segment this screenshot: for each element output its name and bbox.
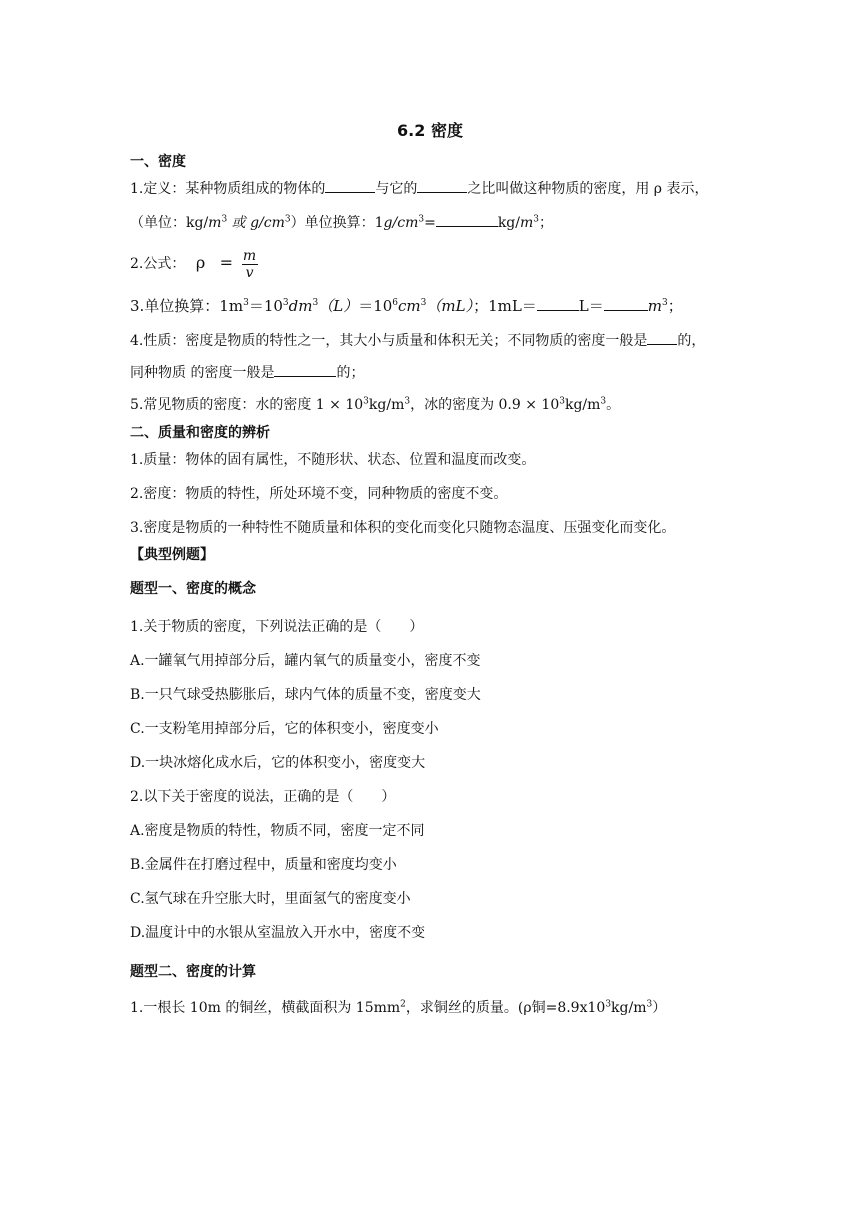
unit-line bbox=[130, 212, 553, 233]
sup: 3 bbox=[420, 298, 427, 308]
type1-question-2: 2.以下关于密度的说法，正确的是（ ） bbox=[130, 789, 396, 805]
type2-q1-text-3: kg/m bbox=[611, 1000, 647, 1016]
property-text-3: 同种物质 的密度一般是 bbox=[130, 365, 275, 381]
common-text-4: kg/m bbox=[564, 397, 601, 413]
sup: 3 bbox=[282, 298, 289, 308]
conv-text-2: ＝10 bbox=[248, 297, 283, 315]
formula-label: 2.公式： bbox=[130, 256, 186, 272]
unit-eq: = bbox=[424, 215, 436, 231]
conv-semicolon: ； bbox=[667, 297, 683, 315]
unit-conversion-line bbox=[130, 296, 683, 316]
unit-math-m: m bbox=[208, 215, 222, 231]
unit-text-1: （单位：kg/ bbox=[130, 215, 209, 231]
sup: 3 bbox=[312, 298, 319, 308]
page-title: 6.2 密度 bbox=[397, 121, 463, 140]
formula-line bbox=[130, 246, 258, 281]
sup: 3 bbox=[404, 396, 411, 407]
unit-math-gcm: g/cm bbox=[250, 215, 285, 231]
conv-math-cm: cm bbox=[398, 297, 421, 315]
formula-equals: = bbox=[219, 253, 234, 272]
definition-line bbox=[130, 178, 709, 199]
definition-text-3: 之比叫做这种物质的密度，用 ρ 表示， bbox=[467, 181, 709, 197]
common-text-3: ，冰的密度为 0.9 × 10 bbox=[410, 397, 560, 413]
q2-option-a: A.密度是物质的特性，物质不同，密度一定不同 bbox=[130, 823, 425, 839]
section-heading-distinction: 二、质量和密度的辨析 bbox=[130, 425, 270, 441]
unit-text-2: ）单位换算：1 bbox=[290, 215, 384, 231]
q2-option-c: C.氢气球在升空胀大时，里面氢气的密度变小 bbox=[130, 891, 411, 907]
conv-text-4: ；1mL＝ bbox=[473, 297, 537, 315]
q1-option-a: A.一罐氧气用掉部分后，罐内氧气的质量变小，密度不变 bbox=[130, 653, 481, 669]
blank-unit-conversion[interactable] bbox=[436, 212, 498, 227]
examples-heading: 【典型例题】 bbox=[130, 547, 214, 563]
blank-volume[interactable] bbox=[417, 178, 467, 193]
q2-option-b: B.金属件在打磨过程中，质量和密度均变小 bbox=[130, 857, 397, 873]
common-text-2: kg/m bbox=[368, 397, 405, 413]
type2-q1-text-4: ） bbox=[652, 1000, 667, 1016]
type2-q1-text-2: ，求铜丝的质量。(ρ铜=8.9x10 bbox=[405, 1000, 606, 1016]
distinction-item-3: 3.密度是物质的一种特性不随质量和体积的变化而变化只随物态温度、压强变化而变化。 bbox=[130, 520, 676, 536]
property-line-1 bbox=[130, 330, 705, 351]
blank-l-to-m3[interactable] bbox=[604, 296, 648, 311]
property-text-2: 的， bbox=[677, 333, 706, 349]
sup: 3 bbox=[363, 396, 369, 407]
conv-text-1: 3.单位换算：1m bbox=[130, 297, 244, 315]
q1-option-d: D.一块冰熔化成水后，它的体积变小，密度变大 bbox=[130, 755, 426, 771]
conv-math-dm: dm bbox=[288, 297, 313, 315]
type2-q1-text-1: 1.一根长 10m 的铜丝，横截面积为 15mm bbox=[130, 1000, 401, 1016]
blank-ml-to-l[interactable] bbox=[537, 296, 579, 311]
sup: 2 bbox=[400, 999, 406, 1010]
q1-option-c: C.一支粉笔用掉部分后，它的体积变小，密度变小 bbox=[130, 721, 439, 737]
q1-option-b: B.一只气球受热膨胀后，球内气体的质量不变，密度变大 bbox=[130, 687, 481, 703]
unit-text-3: kg/ bbox=[497, 215, 520, 231]
conv-text-3: ＝10 bbox=[358, 297, 393, 315]
unit-or: 或 bbox=[227, 215, 251, 231]
distinction-item-2: 2.密度：物质的特性，所处环境不变，同种物质的密度不变。 bbox=[130, 486, 508, 502]
sup: 3 bbox=[243, 298, 249, 308]
blank-mass[interactable] bbox=[325, 178, 375, 193]
formula-rho: ρ bbox=[195, 253, 206, 272]
property-text-1: 4.性质：密度是物质的特性之一，其大小与质量和体积无关；不同物质的密度一般是 bbox=[130, 333, 648, 349]
conv-math-L: （L） bbox=[318, 297, 359, 315]
sup: 3 bbox=[600, 396, 607, 407]
common-text-5: 。 bbox=[606, 397, 621, 413]
definition-text-1: 1.定义：某种物质组成的物体的 bbox=[130, 181, 326, 197]
formula-numerator: m bbox=[242, 247, 257, 264]
sup: 3 bbox=[284, 214, 291, 225]
blank-same[interactable] bbox=[274, 362, 336, 377]
definition-text-2: 与它的 bbox=[375, 181, 418, 197]
type1-question-1: 1.关于物质的密度，下列说法正确的是（ ） bbox=[130, 619, 424, 635]
distinction-item-1: 1.质量：物体的固有属性，不随形状、状态、位置和温度而改变。 bbox=[130, 452, 536, 468]
unit-math-m2: m bbox=[519, 215, 534, 231]
sup: 3 bbox=[605, 999, 612, 1010]
sup: 3 bbox=[646, 999, 653, 1010]
sup: 6 bbox=[392, 298, 399, 308]
property-line-2 bbox=[130, 362, 364, 383]
sup: 3 bbox=[221, 214, 228, 225]
type1-heading: 题型一、密度的概念 bbox=[130, 581, 256, 597]
section-heading-density: 一、密度 bbox=[130, 154, 186, 170]
sup: 3 bbox=[662, 298, 668, 308]
type2-question-1 bbox=[130, 998, 666, 1018]
type2-heading: 题型二、密度的计算 bbox=[130, 964, 256, 980]
unit-semicolon: ； bbox=[539, 215, 553, 231]
sup: 3 bbox=[533, 214, 539, 225]
common-text-1: 5.常见物质的密度：水的密度 1 × 10 bbox=[130, 397, 364, 413]
sup: 3 bbox=[418, 214, 425, 225]
conv-math-mL: （mL） bbox=[426, 297, 474, 315]
q2-option-d: D.温度计中的水银从室温放入开水中，密度不变 bbox=[130, 925, 426, 941]
sup: 3 bbox=[559, 396, 565, 407]
common-density-line bbox=[130, 395, 620, 415]
formula-denominator: v bbox=[245, 264, 254, 281]
blank-different[interactable] bbox=[647, 330, 677, 345]
property-text-4: 的； bbox=[336, 365, 365, 381]
unit-math-gcm2: g/cm bbox=[383, 215, 419, 231]
conv-math-m: m bbox=[647, 297, 662, 315]
conv-text-5: L＝ bbox=[578, 297, 604, 315]
formula-fraction bbox=[242, 248, 258, 281]
